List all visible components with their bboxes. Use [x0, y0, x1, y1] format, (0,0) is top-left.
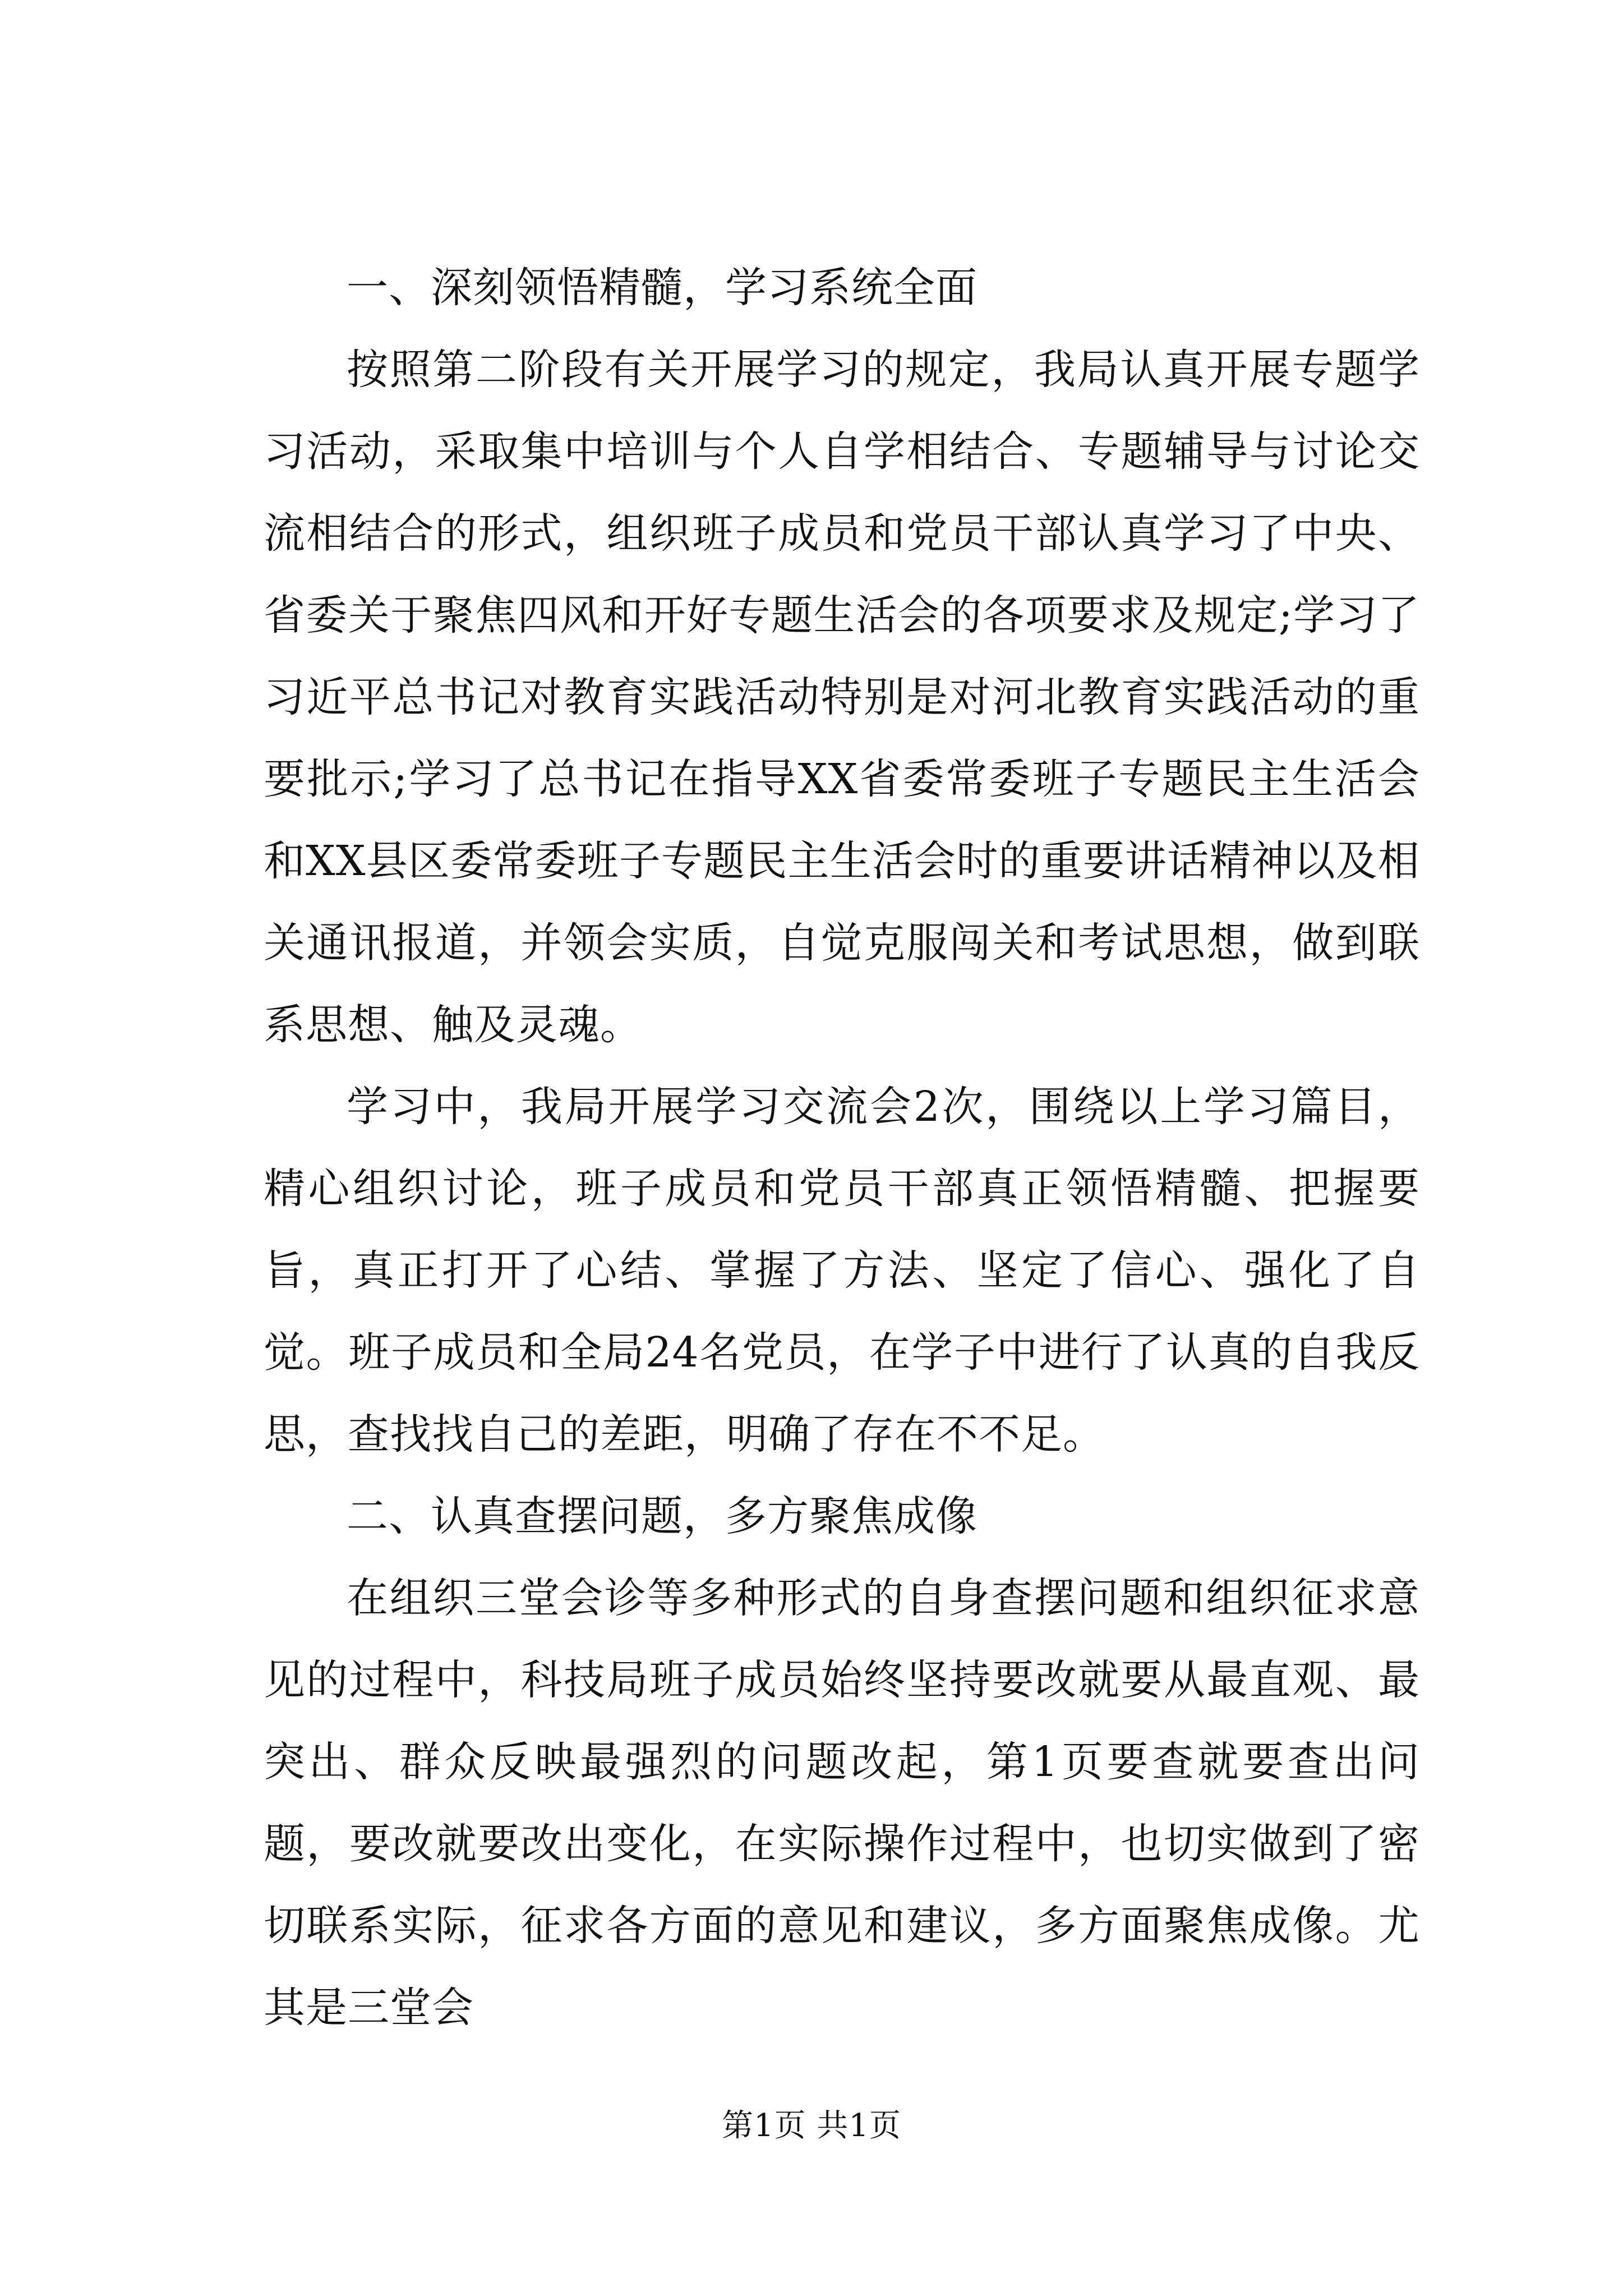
section-heading-2: 二、认真查摆问题，多方聚焦成像	[347, 1492, 978, 1540]
section-heading-1: 一、深刻领悟精髓，学习系统全面	[347, 264, 978, 312]
page-footer: 第1页 共1页	[721, 2108, 902, 2144]
paragraph-1: 按照第二阶段有关开展学习的规定，我局认真开展专题学习活动，采取集中培训与个人自学相结合、专题辅导与讨论交流相结合的形式，组织班子成员和党员干部认真学习了中央、省委关于聚焦四风和开好专题生活会的各项要求及规定;学习了习近平总书记对教育实践活动特别是对河北教育实践活动的重要批示;学习了总书记在指导XX省委常委班子专题民主生活会和XX县区委常委班子专题民主生活会时的重要讲话精神以及相关通讯报道，并领会实质，自觉克服闯关和考试思想，做到联系思想、触及灵魂。	[264, 346, 1420, 1049]
paragraph-2: 学习中，我局开展学习交流会2次，围绕以上学习篇目，精心组织讨论，班子成员和党员干部真正领悟精髓、把握要旨，真正打开了心结、掌握了方法、坚定了信心、强化了自觉。班子成员和全局24名党员，在学子中进行了认真的自我反思，查找找自己的差距，明确了存在不不足。	[264, 1083, 1420, 1458]
paragraph-3: 在组织三堂会诊等多种形式的自身查摆问题和组织征求意见的过程中，科技局班子成员始终坚持要改就要从最直观、最突出、群众反映最强烈的问题改起，第1页要查就要查出问题，要改就要改出变化，在实际操作过程中，也切实做到了密切联系实际，征求各方面的意见和建议，多方面聚焦成像。尤其是三堂会	[264, 1574, 1420, 2032]
document-body	[264, 247, 1420, 2049]
